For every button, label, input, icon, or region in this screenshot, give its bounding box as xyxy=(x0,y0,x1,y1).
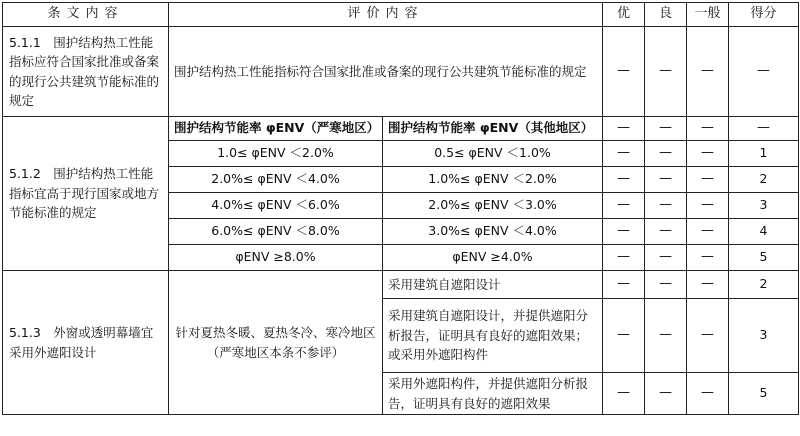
item-text: 采用外遮阳构件，并提供遮阳分析报告，证明具有良好的遮阳效果 xyxy=(383,373,603,415)
level-score: 5 xyxy=(729,245,799,271)
level-good: — xyxy=(645,167,687,193)
table-row-5-1-1 xyxy=(3,27,799,117)
score-5-1-1: — xyxy=(729,27,799,117)
level-severe: 2.0%≤ φENV ＜4.0% xyxy=(169,167,383,193)
level-average: — xyxy=(687,245,729,271)
subheader-average: — xyxy=(687,117,729,141)
level-excellent: — xyxy=(603,167,645,193)
item-score: 5 xyxy=(729,373,799,415)
level-score: 2 xyxy=(729,167,799,193)
subheader-score: — xyxy=(729,117,799,141)
level-good: — xyxy=(645,141,687,167)
header-good: 良 xyxy=(645,3,687,27)
item-score: 2 xyxy=(729,271,799,299)
item-average: — xyxy=(687,271,729,299)
header-clause: 条文内容 xyxy=(3,3,169,27)
subheader-other: 围护结构节能率 φENV（其他地区） xyxy=(383,117,603,141)
header-score: 得分 xyxy=(729,3,799,27)
scope-5-1-3: 针对夏热冬暖、夏热冬冷、寒冷地区（严寒地区本条不参评） xyxy=(169,271,383,415)
item-good: — xyxy=(645,271,687,299)
level-excellent: — xyxy=(603,141,645,167)
header-excellent: 优 xyxy=(603,3,645,27)
item-average: — xyxy=(687,373,729,415)
clause-5-1-1: 5.1.1 围护结构热工性能指标应符合国家批准或备案的现行公共建筑节能标准的规定 xyxy=(3,27,169,117)
level-average: — xyxy=(687,193,729,219)
clause-5-1-3: 5.1.3 外窗或透明幕墙宜采用外遮阳设计 xyxy=(3,271,169,415)
level-other: φENV ≥4.0% xyxy=(383,245,603,271)
table-row-5-1-3 xyxy=(3,271,799,299)
level-average: — xyxy=(687,167,729,193)
level-other: 3.0%≤ φENV ＜4.0% xyxy=(383,219,603,245)
clause-5-1-2: 5.1.2 围护结构热工性能指标宜高于现行国家或地方节能标准的规定 xyxy=(3,117,169,271)
level-good: — xyxy=(645,193,687,219)
table-row-5-1-2-subheader xyxy=(3,117,799,141)
subheader-excellent: — xyxy=(603,117,645,141)
subheader-severe: 围护结构节能率 φENV（严寒地区） xyxy=(169,117,383,141)
level-excellent: — xyxy=(603,193,645,219)
level-score: 4 xyxy=(729,219,799,245)
item-text: 采用建筑自遮阳设计，并提供遮阳分析报告，证明具有良好的遮阳效果；或采用外遮阳构件 xyxy=(383,299,603,373)
header-average: 一般 xyxy=(687,3,729,27)
excellent-5-1-1: — xyxy=(603,27,645,117)
item-text: 采用建筑自遮阳设计 xyxy=(383,271,603,299)
item-average: — xyxy=(687,299,729,373)
level-good: — xyxy=(645,245,687,271)
header-eval: 评价内容 xyxy=(169,3,603,27)
item-excellent: — xyxy=(603,373,645,415)
table-header-row xyxy=(3,3,799,27)
level-severe: 4.0%≤ φENV ＜6.0% xyxy=(169,193,383,219)
level-good: — xyxy=(645,219,687,245)
level-score: 1 xyxy=(729,141,799,167)
level-severe: φENV ≥8.0% xyxy=(169,245,383,271)
level-average: — xyxy=(687,219,729,245)
item-excellent: — xyxy=(603,299,645,373)
item-good: — xyxy=(645,299,687,373)
level-excellent: — xyxy=(603,219,645,245)
level-severe: 6.0%≤ φENV ＜8.0% xyxy=(169,219,383,245)
level-excellent: — xyxy=(603,245,645,271)
level-other: 1.0%≤ φENV ＜2.0% xyxy=(383,167,603,193)
good-5-1-1: — xyxy=(645,27,687,117)
subheader-good: — xyxy=(645,117,687,141)
item-good: — xyxy=(645,373,687,415)
item-excellent: — xyxy=(603,271,645,299)
item-score: 3 xyxy=(729,299,799,373)
level-score: 3 xyxy=(729,193,799,219)
level-severe: 1.0≤ φENV ＜2.0% xyxy=(169,141,383,167)
level-other: 0.5≤ φENV ＜1.0% xyxy=(383,141,603,167)
level-average: — xyxy=(687,141,729,167)
level-other: 2.0%≤ φENV ＜3.0% xyxy=(383,193,603,219)
evaluation-table xyxy=(2,2,799,415)
average-5-1-1: — xyxy=(687,27,729,117)
eval-5-1-1: 围护结构热工性能指标符合国家批准或备案的现行公共建筑节能标准的规定 xyxy=(169,27,603,117)
